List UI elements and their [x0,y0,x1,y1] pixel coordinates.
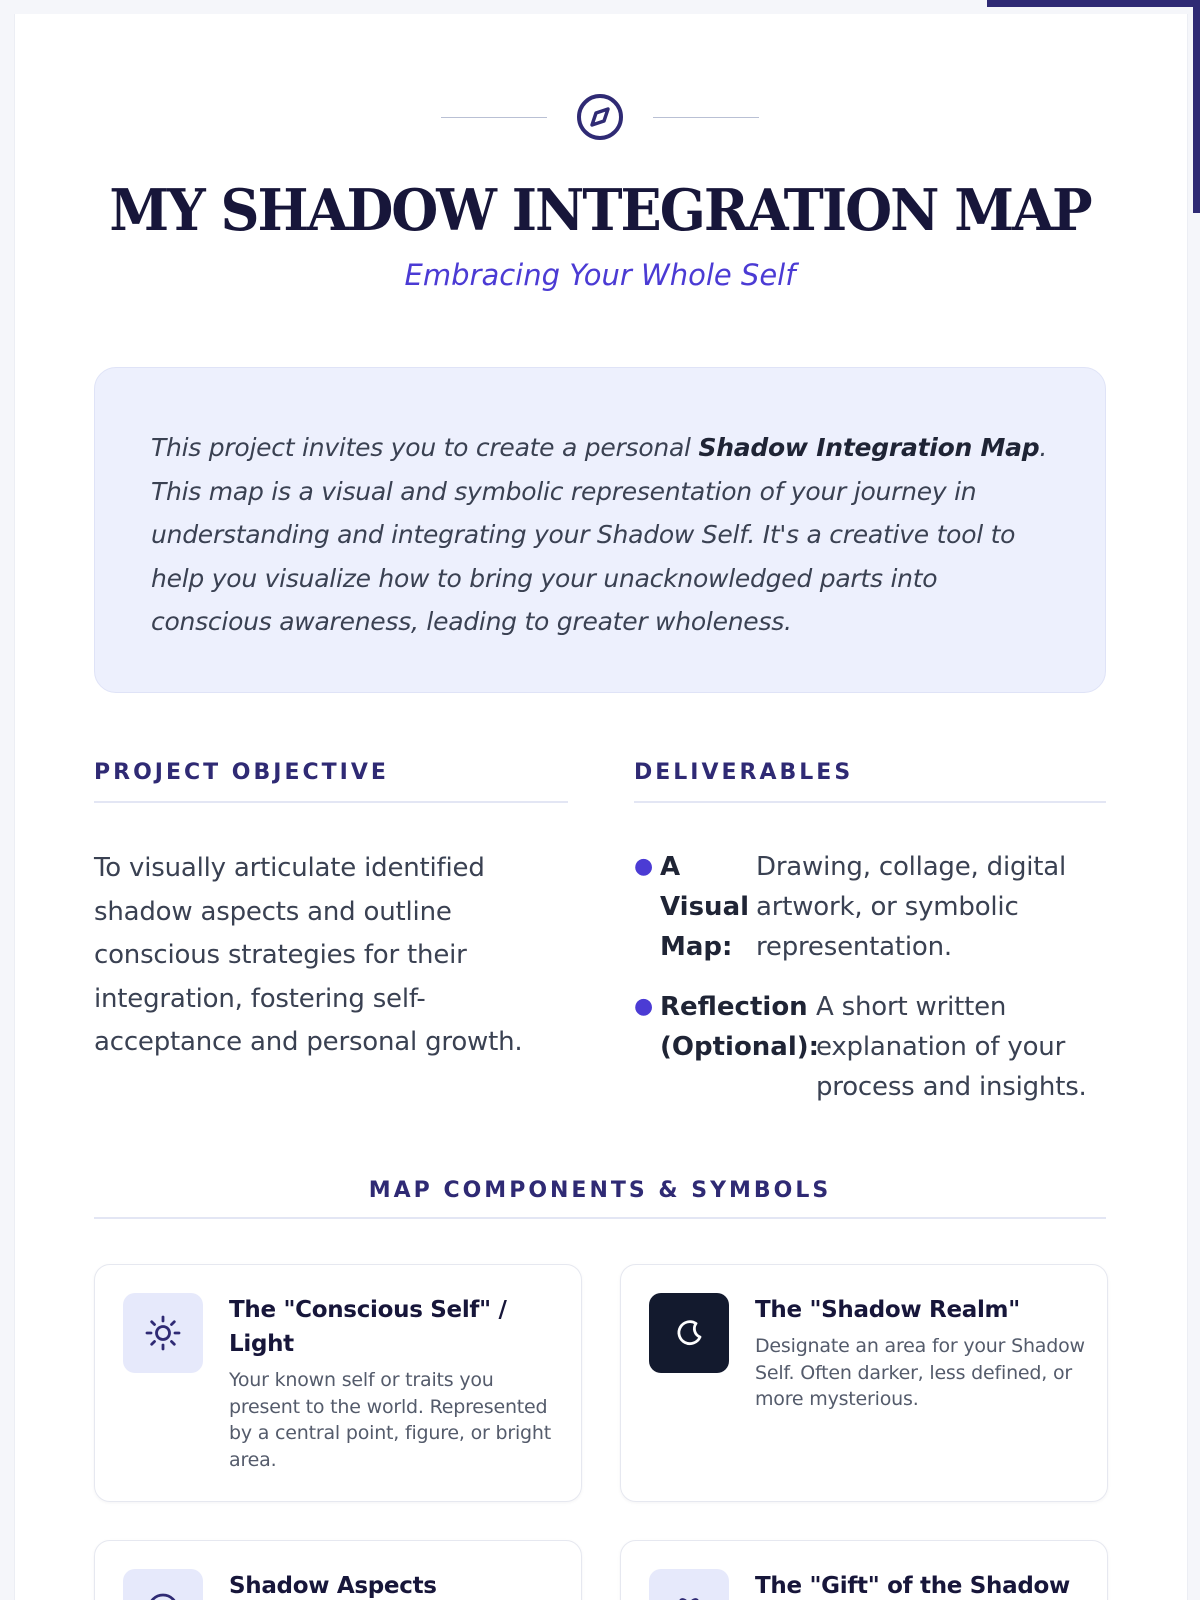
card-title: The "Shadow Realm" [755,1297,1020,1323]
card-body [755,1569,1087,1600]
intro-text-before: This project invites you to create a personal [151,433,699,462]
objective-text: To visually articulate identified shadow aspects and outline conscious strategies for their integration, fostering self-acceptance and personal growth. [94,853,523,1057]
card-title: The "Conscious Self" / Light [229,1297,507,1357]
ornament-line-left [441,117,547,118]
objective-divider [94,801,568,803]
component-card [94,1264,582,1502]
deliverables-list [634,847,1106,1107]
deliverable-label: Reflection (Optional): [660,992,820,1062]
page-subtitle: Embracing Your Whole Self [404,258,796,292]
deliverable-desc: A short written explanation of your process and insights. [816,992,1087,1102]
card-icon-box [123,1293,203,1373]
deliverable-label: A Visual Map: [660,852,750,962]
intro-text-bold: Shadow Integration Map [698,433,1040,462]
ornament-line-right [653,117,759,118]
sun-icon [143,1313,183,1353]
deliverables-divider [634,801,1106,803]
list-item [634,847,1106,967]
card-desc: Your known self or traits you present to the world. Represented by a central point, figure, or bright area. [229,1369,551,1471]
card-icon-box [649,1293,729,1373]
components-divider [94,1217,1106,1219]
objective-heading: PROJECT OBJECTIVE [94,760,389,785]
card-body [755,1293,1087,1413]
components-section-header [94,1178,1106,1219]
component-card [620,1540,1108,1600]
components-heading: MAP COMPONENTS & SYMBOLS [368,1178,832,1203]
card-title: Shadow Aspects [229,1573,437,1599]
card-title: The "Gift" of the Shadow [755,1573,1070,1599]
card-body [229,1293,561,1473]
page-title: MY SHADOW INTEGRATION MAP [109,176,1091,244]
card-icon-box [123,1569,203,1600]
deliverable-desc: Drawing, collage, digital artwork, or symbolic representation. [756,852,1067,962]
card-icon-box [649,1569,729,1600]
gift-icon [669,1589,709,1600]
intro-box [94,367,1106,693]
header-ornament [0,92,1200,142]
bullet-icon: ● [634,994,654,1019]
target-icon [143,1589,183,1600]
intro-text [151,426,1049,644]
compass-icon [575,92,625,142]
moon-icon [669,1313,709,1353]
objective-section [94,760,568,1065]
component-card [620,1264,1108,1502]
card-body [229,1569,561,1600]
deliverables-heading: DELIVERABLES [634,760,854,785]
list-item [634,987,1106,1107]
deliverables-section [634,760,1106,1127]
component-card [94,1540,582,1600]
card-desc: Designate an area for your Shadow Self. Often darker, less defined, or more mysterious. [755,1335,1085,1410]
bullet-icon: ● [634,854,654,879]
intro-text-after: . This map is a visual and symbolic representation of your journey in understanding and integrating your Shadow Self. It's a creative tool to help you visualize how to bring your unacknowledged parts into conscious awareness, leading to greater wholeness. [151,433,1048,636]
